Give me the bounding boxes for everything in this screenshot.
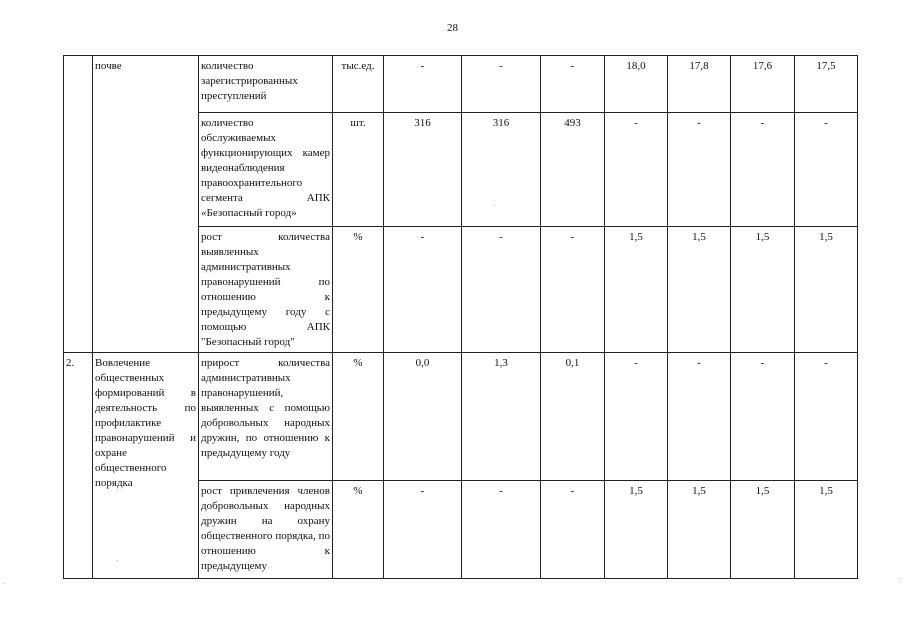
value-cell: - [605, 113, 668, 227]
table-row [64, 56, 858, 113]
unit-cell: % [333, 227, 384, 353]
value-cell: - [384, 56, 462, 113]
row-number-cell [64, 56, 93, 353]
row-number-cell: 2. [64, 353, 93, 579]
value-cell: - [384, 227, 462, 353]
value-cell: - [462, 481, 541, 579]
value-cell: - [605, 353, 668, 481]
value-cell: - [462, 56, 541, 113]
value-cell: 1,5 [605, 481, 668, 579]
value-cell: 1,5 [731, 227, 795, 353]
value-cell: 17,5 [795, 56, 858, 113]
value-cell: 17,6 [731, 56, 795, 113]
value-cell: 1,5 [605, 227, 668, 353]
page-number: 28 [447, 22, 458, 34]
unit-cell: % [333, 353, 384, 481]
value-cell: - [384, 481, 462, 579]
value-cell: 493 [541, 113, 605, 227]
activity-name-cell: Вовлечение общественных формирований в деятельность по профилактике правонарушений и охране общественного порядка [93, 353, 199, 579]
value-cell: 18,0 [605, 56, 668, 113]
value-cell: - [668, 113, 731, 227]
indicator-cell: количество зарегистрированных преступлений [199, 56, 333, 113]
value-cell: - [668, 353, 731, 481]
unit-cell: % [333, 481, 384, 579]
value-cell: 1,3 [462, 353, 541, 481]
value-cell: 1,5 [795, 227, 858, 353]
indicator-cell: рост привлечения членов добровольных народных дружин на охрану общественного порядка, по отношению к предыдущему [199, 481, 333, 579]
scan-speck [899, 578, 900, 579]
value-cell: - [731, 353, 795, 481]
value-cell: - [462, 227, 541, 353]
scan-speck [4, 583, 5, 584]
indicator-cell: прирост количества административных правонарушений, выявленных с помощью добровольных народных дружин, по отношению к предыдущему году [199, 353, 333, 481]
value-cell: 316 [462, 113, 541, 227]
value-cell: - [795, 353, 858, 481]
indicator-cell: количество обслуживаемых функционирующих камер видеонаблюдения правоохранительного сегмента АПК «Безопасный город» [199, 113, 333, 227]
unit-cell: тыс.ед. [333, 56, 384, 113]
value-cell: - [541, 56, 605, 113]
value-cell: 0,1 [541, 353, 605, 481]
table-row [64, 353, 858, 481]
value-cell: 316 [384, 113, 462, 227]
value-cell: - [731, 113, 795, 227]
value-cell: 1,5 [668, 481, 731, 579]
indicators-table [63, 55, 858, 579]
value-cell: 1,5 [731, 481, 795, 579]
scan-speck [494, 205, 495, 206]
indicator-cell: рост количества выявленных административных правонарушений по отношению к предыдущему году с помощью АПК "Безопасный город" [199, 227, 333, 353]
value-cell: 1,5 [668, 227, 731, 353]
unit-cell: шт. [333, 113, 384, 227]
value-cell: 17,8 [668, 56, 731, 113]
value-cell: 0,0 [384, 353, 462, 481]
value-cell: - [541, 227, 605, 353]
value-cell: 1,5 [795, 481, 858, 579]
value-cell: - [795, 113, 858, 227]
scan-speck [117, 560, 118, 561]
activity-name-cell: почве [93, 56, 199, 353]
value-cell: - [541, 481, 605, 579]
